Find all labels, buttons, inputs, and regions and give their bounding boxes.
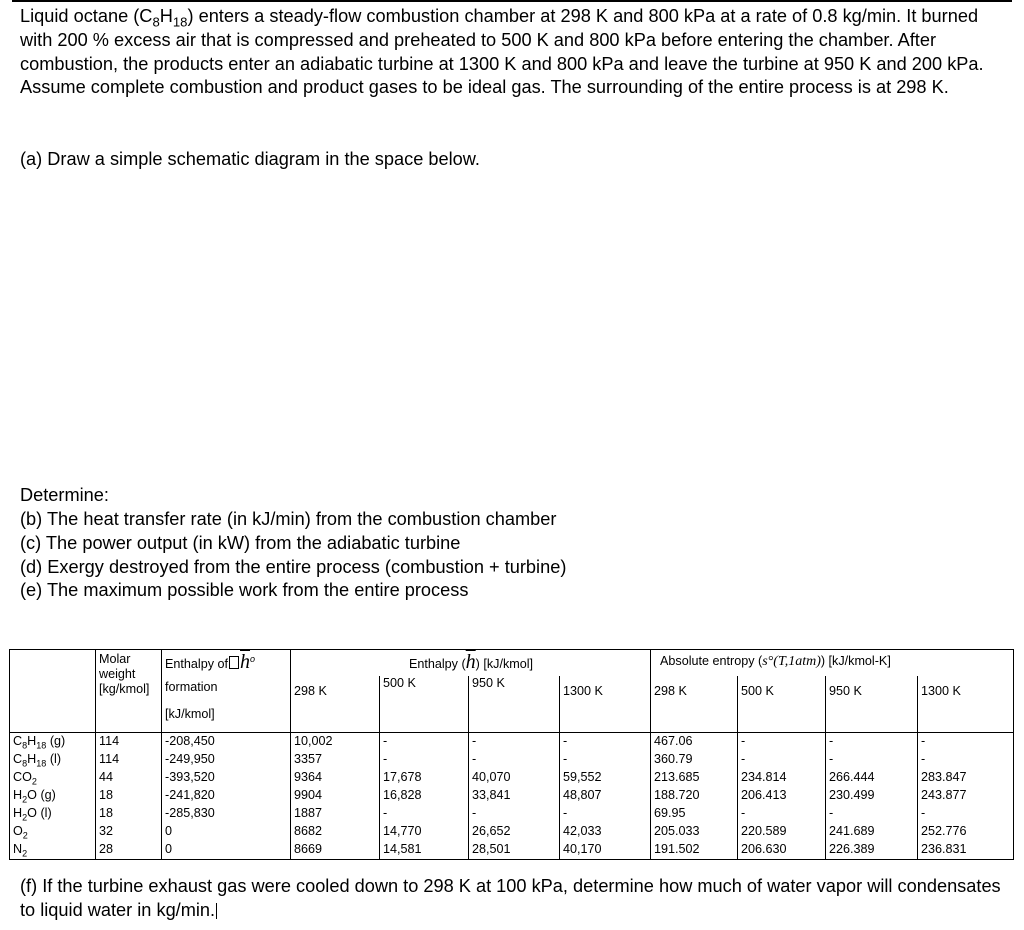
cell-h298: 8669 [291, 841, 380, 860]
part-a-text: (a) Draw a simple schematic diagram in the space below. [20, 149, 480, 169]
cell-h500: 14,581 [380, 841, 469, 860]
species-header [10, 650, 96, 733]
molar-weight-label: Molar weight [kg/kmol] [99, 652, 150, 696]
cell-h1300: - [560, 733, 651, 752]
cell-s1300: - [918, 733, 1014, 752]
cell-s950: 230.499 [826, 787, 918, 805]
cell-hf: -241,820 [162, 787, 291, 805]
formation-header [162, 650, 291, 733]
cell-h950: - [469, 805, 560, 823]
top-rule [12, 0, 1012, 2]
temp-header: 500 K [380, 676, 469, 733]
table-row [10, 733, 1014, 752]
cell-mw: 114 [96, 751, 162, 769]
cell-species: $O_2$ [10, 823, 96, 841]
cell-mw: 28 [96, 841, 162, 860]
cell-s298: 213.685 [651, 769, 738, 787]
part-d-text: (d) Exergy destroyed from the entire process (combustion + turbine) [20, 556, 567, 577]
cell-h500: 14,770 [380, 823, 469, 841]
table-row [10, 805, 1014, 823]
cell-h1300: - [560, 751, 651, 769]
cell-s950: 266.444 [826, 769, 918, 787]
cell-h298: 8682 [291, 823, 380, 841]
cell-h500: - [380, 805, 469, 823]
cell-h298: 3357 [291, 751, 380, 769]
cell-hf: -285,830 [162, 805, 291, 823]
text-cursor [216, 903, 217, 919]
cell-h950: - [469, 751, 560, 769]
entropy-group-header [651, 650, 1014, 677]
cell-s1300: 252.776 [918, 823, 1014, 841]
temp-header: 950 K [826, 676, 918, 733]
enthalpy-group-pre: Enthalpy ( [408, 657, 466, 671]
cell-h500: 17,678 [380, 769, 469, 787]
cell-s298: 360.79 [651, 751, 738, 769]
cell-s950: - [826, 751, 918, 769]
cell-mw: 18 [96, 787, 162, 805]
cell-s1300: - [918, 751, 1014, 769]
temp-header: 1300 K [560, 676, 651, 733]
table-row [10, 841, 1014, 860]
cell-species: $C_8H_{18}$ (g) [10, 733, 96, 752]
table-row [10, 823, 1014, 841]
cell-species: $C_8H_{18}$ (l) [10, 751, 96, 769]
cell-s298: 467.06 [651, 733, 738, 752]
cell-s950: - [826, 805, 918, 823]
cell-hf: -393,520 [162, 769, 291, 787]
part-f-content: (f) If the turbine exhaust gas were cooled down to 298 K at 100 kPa, determine how much of water vapor will condensates to liquid water in kg/min. [20, 876, 1001, 920]
cell-s298: 205.033 [651, 823, 738, 841]
h-symbol: $\overline{h}$ [465, 651, 476, 673]
cell-s500: - [738, 751, 826, 769]
cell-h1300: 48,807 [560, 787, 651, 805]
table-row [10, 769, 1014, 787]
problem-intro: Liquid octane $(C_8H_{18})$ enters a steady-flow combustion chamber at 298 K and 800 kPa at a rate of 0.8 kg/min. It burned with 200 % excess air that is compressed and preheated to 500 K and 800 kPa before entering the chamber. After combustion, the products enter an adiabatic turbine at 1300 K and 800 kPa and leave the turbine at 950 K and 200 kPa. Assume complete combustion and product gases to be ideal gas. The surrounding of the entire process is at 298 K. [20, 6, 984, 98]
cell-hf: -249,950 [162, 751, 291, 769]
cell-h1300: - [560, 805, 651, 823]
cell-s1300: 283.847 [918, 769, 1014, 787]
cell-hf: 0 [162, 841, 291, 860]
cell-h950: 26,652 [469, 823, 560, 841]
cell-s500: 220.589 [738, 823, 826, 841]
cell-hf: 0 [162, 823, 291, 841]
cell-species: $H_2O$ (g) [10, 787, 96, 805]
cell-h950: 28,501 [469, 841, 560, 860]
enthalpy-group-header [291, 650, 651, 677]
cell-s298: 191.502 [651, 841, 738, 860]
determine-list [20, 508, 566, 603]
cell-species: $N_2$ [10, 841, 96, 860]
cell-s1300: - [918, 805, 1014, 823]
entropy-group-post: ) [kJ/kmol-K] [820, 654, 891, 668]
cell-mw: 44 [96, 769, 162, 787]
entropy-symbol: s°(T,1atm) [762, 654, 821, 669]
cell-s950: - [826, 733, 918, 752]
part-e-text: (e) The maximum possible work from the entire process [20, 580, 469, 601]
property-table [9, 649, 1014, 860]
part-b-text: (b) The heat transfer rate (in kJ/min) from the combustion chamber [20, 509, 557, 529]
cell-s950: 241.689 [826, 823, 918, 841]
cell-s298: 188.720 [651, 787, 738, 805]
cell-h950: - [469, 733, 560, 752]
cell-s500: 234.814 [738, 769, 826, 787]
cell-mw: 114 [96, 733, 162, 752]
cell-h298: 10,002 [291, 733, 380, 752]
cell-hf: -208,450 [162, 733, 291, 752]
hf-symbol: $\overline{h}$ [240, 651, 251, 673]
cell-mw: 18 [96, 805, 162, 823]
temp-header: 500 K [738, 676, 826, 733]
cell-h950: 40,070 [469, 769, 560, 787]
cell-h950: 33,841 [469, 787, 560, 805]
cell-h298: 9364 [291, 769, 380, 787]
cell-h1300: 59,552 [560, 769, 651, 787]
cell-h298: 1887 [291, 805, 380, 823]
cell-species: $CO_2$ [10, 769, 96, 787]
missing-glyph-icon [229, 656, 239, 669]
cell-h500: - [380, 733, 469, 752]
table-row [10, 787, 1014, 805]
cell-s950: 226.389 [826, 841, 918, 860]
cell-species: $H_2O$ (l) [10, 805, 96, 823]
cell-s500: 206.630 [738, 841, 826, 860]
enthalpy-group-post: ) [kJ/kmol] [475, 657, 534, 671]
temp-header: 298 K [651, 676, 738, 733]
cell-h1300: 40,170 [560, 841, 651, 860]
part-c-text: (c) The power output (in kW) from the adiabatic turbine [20, 532, 461, 553]
entropy-group-pre: Absolute entropy ( [660, 654, 763, 668]
table-row [10, 751, 1014, 769]
hf-super: o [250, 654, 256, 664]
cell-h500: - [380, 751, 469, 769]
temp-header: 1300 K [918, 676, 1014, 733]
cell-s500: - [738, 805, 826, 823]
formation-label-b: formation [165, 680, 218, 694]
cell-h298: 9904 [291, 787, 380, 805]
cell-s1300: 236.831 [918, 841, 1014, 860]
formation-label-c: [kJ/kmol] [165, 707, 215, 721]
cell-s500: - [738, 733, 826, 752]
temp-header: 950 K [469, 676, 560, 733]
cell-s298: 69.95 [651, 805, 738, 823]
cell-h500: 16,828 [380, 787, 469, 805]
cell-s500: 206.413 [738, 787, 826, 805]
molar-weight-header [96, 650, 162, 733]
cell-h1300: 42,033 [560, 823, 651, 841]
temp-header: 298 K [291, 676, 380, 733]
cell-mw: 32 [96, 823, 162, 841]
formation-label-a: Enthalpy of [165, 657, 229, 671]
part-f-text [20, 875, 1005, 923]
determine-label: Determine: [20, 485, 109, 505]
cell-s1300: 243.877 [918, 787, 1014, 805]
